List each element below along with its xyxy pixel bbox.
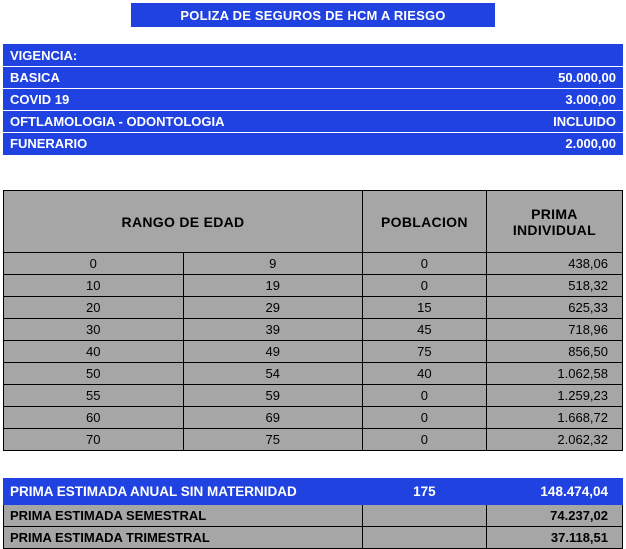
total-population-anual: 175: [363, 479, 487, 505]
table-row: [4, 341, 623, 363]
coverage-label-basica: BASICA: [4, 67, 314, 89]
age-to: 39: [183, 319, 363, 341]
population-value: 15: [363, 297, 487, 319]
total-label-trimestral: PRIMA ESTIMADA TRIMESTRAL: [4, 527, 363, 549]
age-from: 50: [4, 363, 184, 385]
vigencia-header: VIGENCIA:: [4, 45, 623, 67]
table-row: [4, 319, 623, 341]
population-value: 75: [363, 341, 487, 363]
table-row: [4, 111, 623, 133]
total-population-semestral: [363, 505, 487, 527]
age-from: 55: [4, 385, 184, 407]
coverage-value-covid: 3.000,00: [313, 89, 623, 111]
header-premium-line1: PRIMA: [531, 205, 578, 222]
premium-value: 1.259,23: [486, 385, 622, 407]
age-from: 0: [4, 253, 184, 275]
population-value: 0: [363, 385, 487, 407]
population-value: 0: [363, 253, 487, 275]
table-row: [4, 429, 623, 451]
age-to: 19: [183, 275, 363, 297]
table-header-row: [4, 191, 623, 253]
population-value: 0: [363, 407, 487, 429]
coverage-value-oftalmologia: INCLUIDO: [313, 111, 623, 133]
total-value-trimestral: 37.118,51: [486, 527, 622, 549]
table-row: [4, 275, 623, 297]
population-value: 0: [363, 429, 487, 451]
population-value: 0: [363, 275, 487, 297]
age-to: 9: [183, 253, 363, 275]
age-to: 69: [183, 407, 363, 429]
age-to: 49: [183, 341, 363, 363]
header-population: POBLACION: [363, 191, 487, 253]
age-premium-table: [3, 190, 623, 451]
total-row-trimestral: [4, 527, 623, 549]
age-from: 30: [4, 319, 184, 341]
table-row: [4, 67, 623, 89]
total-value-semestral: 74.237,02: [486, 505, 622, 527]
age-to: 29: [183, 297, 363, 319]
coverage-value-basica: 50.000,00: [313, 67, 623, 89]
table-row: [4, 133, 623, 155]
premium-value: 856,50: [486, 341, 622, 363]
header-individual-premium: [486, 191, 622, 253]
page-title: POLIZA DE SEGUROS DE HCM A RIESGO: [131, 3, 495, 27]
total-label-semestral: PRIMA ESTIMADA SEMESTRAL: [4, 505, 363, 527]
population-value: 40: [363, 363, 487, 385]
premium-value: 1.062,58: [486, 363, 622, 385]
premium-value: 625,33: [486, 297, 622, 319]
premium-value: 438,06: [486, 253, 622, 275]
table-row: [4, 45, 623, 67]
table-row: [4, 297, 623, 319]
age-from: 60: [4, 407, 184, 429]
population-value: 45: [363, 319, 487, 341]
table-row: [4, 363, 623, 385]
coverage-label-funerario: FUNERARIO: [4, 133, 314, 155]
premium-value: 1.668,72: [486, 407, 622, 429]
table-row: [4, 89, 623, 111]
totals-table: [3, 478, 623, 549]
header-age-range: RANGO DE EDAD: [4, 191, 363, 253]
age-from: 40: [4, 341, 184, 363]
total-population-trimestral: [363, 527, 487, 549]
age-to: 54: [183, 363, 363, 385]
coverage-label-oftalmologia: OFTLAMOLOGIA - ODONTOLOGIA: [4, 111, 314, 133]
premium-value: 718,96: [486, 319, 622, 341]
age-from: 70: [4, 429, 184, 451]
total-value-anual: 148.474,04: [486, 479, 622, 505]
coverage-label-covid: COVID 19: [4, 89, 314, 111]
table-row: [4, 407, 623, 429]
premium-value: 518,32: [486, 275, 622, 297]
table-row: [4, 385, 623, 407]
coverage-value-funerario: 2.000,00: [313, 133, 623, 155]
premium-value: 2.062,32: [486, 429, 622, 451]
total-row-semestral: [4, 505, 623, 527]
table-row: [4, 253, 623, 275]
age-from: 10: [4, 275, 184, 297]
header-premium-line2: INDIVIDUAL: [512, 221, 596, 238]
total-row-anual: [4, 479, 623, 505]
total-label-anual: PRIMA ESTIMADA ANUAL SIN MATERNIDAD: [4, 479, 363, 505]
coverage-table: [3, 44, 623, 155]
age-to: 75: [183, 429, 363, 451]
age-to: 59: [183, 385, 363, 407]
age-from: 20: [4, 297, 184, 319]
